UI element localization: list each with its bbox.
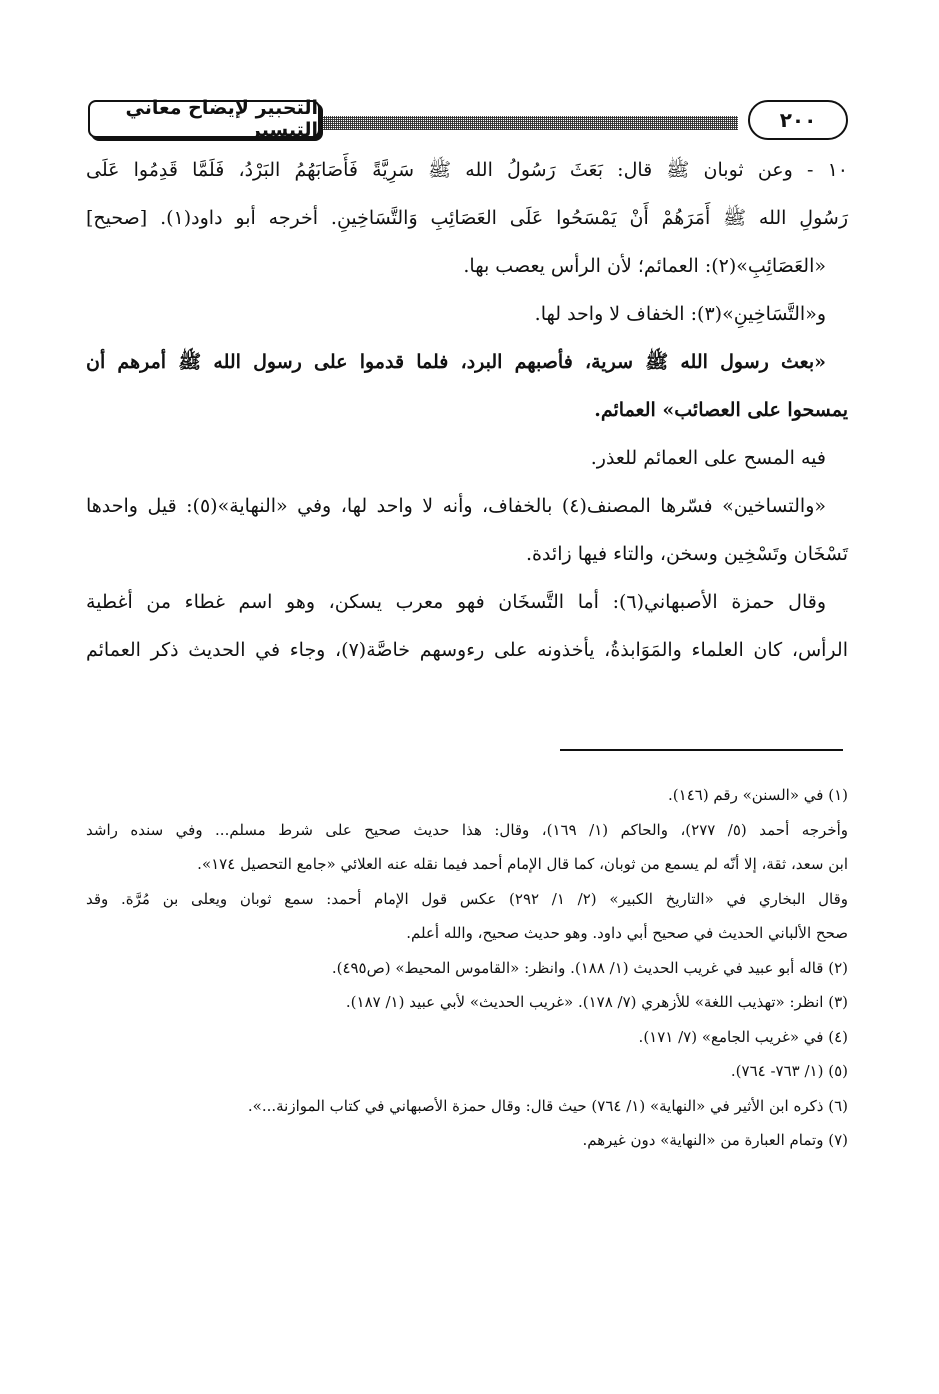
page-number: ٢٠٠ bbox=[748, 100, 848, 140]
book-title: التحبير لإيضاح معاني التيسير bbox=[88, 100, 320, 138]
footnote-1-cont-3: وقال البخاري في «التاريخ الكبير» (٢/ ١/ ٢٩٢) عكس قول الإمام أحمد: سمع ثوبان ويعلى بن مُرَّة. وقد bbox=[86, 889, 849, 908]
footnote-1-cont-2: ابن سعد، ثقة، إلا أنّه لم يسمع من ثوبان، كما قال الإمام أحمد فيما نقله عنه العلائي «جامع التحصيل ١٧٤». bbox=[197, 855, 848, 873]
header-ornament-band bbox=[268, 116, 738, 130]
footnote-1-cont-1: وأخرجه أحمد (٥/ ٢٧٧)، والحاكم (١/ ١٦٩)، وقال: هذا حديث صحيح على شرط مسلم... وفي سنده راشد bbox=[86, 820, 848, 839]
commentary-tasakhin-line-2: تَسْخَان وتَسْخِين وسخن، والتاء فيها زائدة. bbox=[525, 543, 848, 565]
footnotes bbox=[86, 778, 848, 1158]
commentary-tasakhin-line-1: «والتساخين» فسّرها المصنف(٤) بالخفاف، وأنه لا واحد لها، وفي «النهاية»(٥): قيل واحدها bbox=[86, 495, 826, 517]
footnote-1-cont-4: صحح الألباني الحديث في صحيح أبي داود. وهو حديث صحيح، والله أعلم. bbox=[406, 924, 848, 942]
gloss-tasakhin: و«التَّسَاخِينِ»(٣): الخفاف لا واحد لها. bbox=[534, 303, 826, 325]
footnote-2: (٢) قاله أبو عبيد في غريب الحديث (١/ ١٨٨). وانظر: «القاموس المحيط» (ص٤٩٥). bbox=[331, 958, 848, 977]
hadith-line-2: رَسُولِ الله ﷺ أَمَرَهُمْ أَنْ يَمْسَحُوا عَلَى العَصَائِبِ وَالتَّسَاخِينِ. أخرجه أبو داود(١). [صحيح] bbox=[86, 207, 848, 229]
footnote-separator bbox=[560, 749, 843, 751]
footnote-7: (٧) وتمام العبارة من «النهاية» دون غيرهم. bbox=[582, 1131, 848, 1149]
gloss-asaib: «العَصَائِبِ»(٢): العمائم؛ لأن الرأس يعصب بها. bbox=[463, 255, 826, 277]
running-header bbox=[88, 97, 848, 144]
commentary-quote-line-2: يمسحوا على العصائب» العمائم. bbox=[594, 399, 848, 421]
footnote-3: (٣) انظر: «تهذيب اللغة» للأزهري (٧/ ١٧٨). «غريب الحديث» لأبي عبيد (١/ ١٨٧). bbox=[345, 993, 848, 1011]
commentary-hamza-line-2: الرأس، كان العلماء والمَوَابذةُ، يأخذونه على رءوسهم خاصَّة(٧)، وجاء في الحديث ذكر العمائم bbox=[86, 639, 848, 661]
main-text bbox=[86, 146, 848, 674]
commentary-masah: فيه المسح على العمائم للعذر. bbox=[590, 447, 826, 469]
footnote-6: (٦) ذكره ابن الأثير في «النهاية» (١/ ٧٦٤) حيث قال: وقال حمزة الأصبهاني في كتاب الموازنة...». bbox=[247, 1096, 848, 1115]
footnote-4: (٤) في «غريب الجامع» (٧/ ١٧١). bbox=[638, 1027, 848, 1046]
footnote-1: (١) في «السنن» رقم (١٤٦). bbox=[668, 786, 848, 804]
commentary-quote-line-1: «بعث رسول الله ﷺ سرية، فأصبهم البرد، فلما قدموا على رسول الله ﷺ أمرهم أن bbox=[86, 351, 826, 373]
hadith-line-1: ١٠ - وعن ثوبان ﷺ قال: بَعَثَ رَسُولُ الله ﷺ سَرِيَّةً فَأَصَابَهُمُ البَرْدُ، فَلَمَّا قَدِمُوا عَلَى bbox=[86, 159, 848, 181]
footnote-5: (٥) (١/ ٧٦٣- ٧٦٤). bbox=[730, 1062, 848, 1080]
commentary-hamza-line-1: وقال حمزة الأصبهاني(٦): أما التَّسخَان فهو معرب يسكن، وهو اسم غطاء من أغطية bbox=[86, 591, 826, 613]
